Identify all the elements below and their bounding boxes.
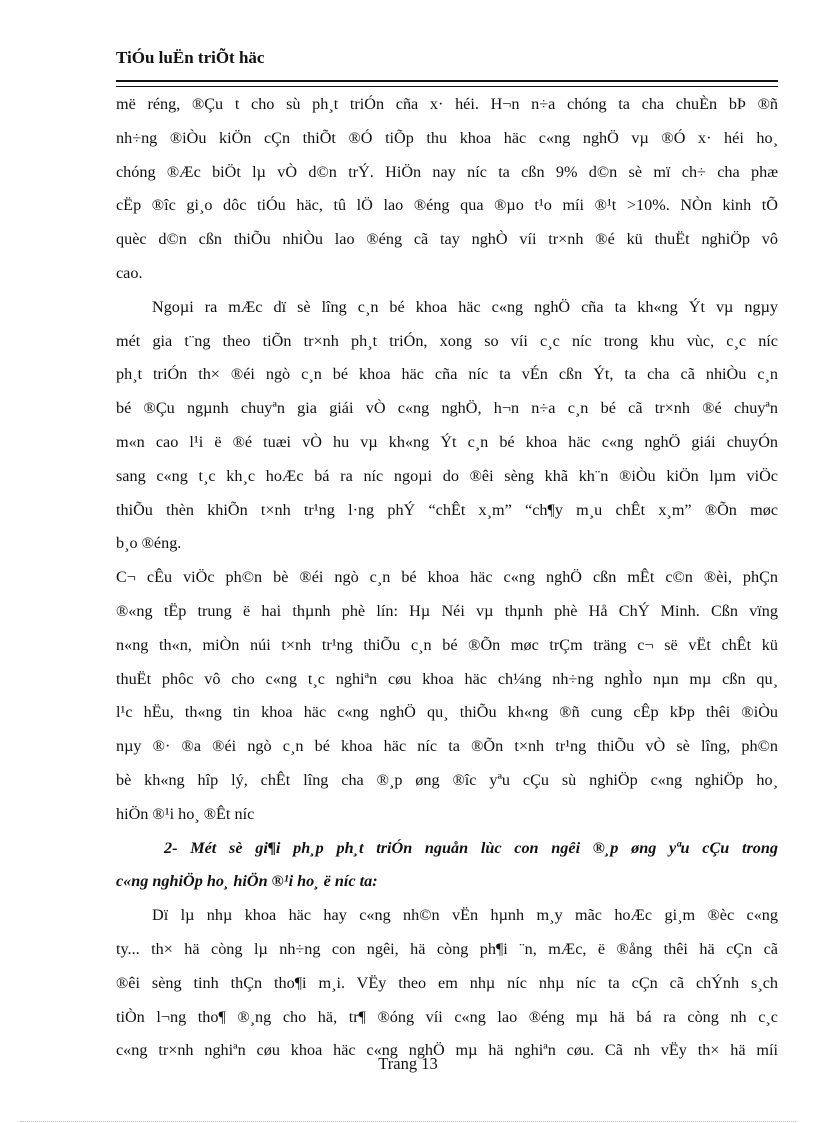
text-line: n«ng th«n, miÒn núi t×nh tr¹ng thiÕu c¸n bé ®Õn møc trÇm träng c¬ së vËt chÊt kü — [116, 635, 778, 654]
text-line: ®«ng tËp trung ë hai thµnh phè lín: Hµ Néi vµ thµnh phè Hå ChÝ Minh. Cßn vïng — [116, 601, 778, 620]
page-body — [116, 88, 778, 1068]
text-line: bè kh«ng hîp lý, chÊt lîng cha ®¸p øng ®îc yªu cÇu sù nghiÖp c«ng nghiÖp ho¸ — [116, 770, 778, 789]
text-line: nµy ®· ®a ®éi ngò c¸n bé khoa häc níc ta ®Õn t×nh tr¹ng thiÕu vÒ sè lîng, ph©n — [116, 737, 778, 756]
text-line: cao. — [116, 263, 143, 282]
text-line: hiÖn ®¹i ho¸ ®Êt níc — [116, 804, 255, 823]
text-line: ®êi sèng tinh thÇn tho¶i m¸i. VËy theo em nhµ níc nhµ níc ta cÇn cã chÝnh s¸ch — [116, 973, 778, 992]
header-rule-thick — [116, 80, 778, 82]
page-header-title: TiÓu luËn triÕt häc — [116, 48, 265, 67]
text-line: ph¸t triÓn th× ®éi ngò c¸n bé khoa häc cña níc ta vÉn cßn Ýt, ta cha cã nhiÒu c¸n — [116, 365, 778, 384]
page-number: Trang 13 — [378, 1054, 438, 1073]
text-line: chóng ®Æc biÖt lµ vÒ d©n trÝ. HiÖn nay níc ta cßn 9% d©n sè mï ch÷ cha phæ — [116, 162, 778, 181]
section-heading-line: 2- Mét sè gi¶i ph¸p ph¸t triÓn nguån lùc con ngêi ®¸p øng yªu cÇu trong — [164, 838, 778, 857]
text-line: mét gia t¨ng theo tiÕn tr×nh ph¸t triÓn, xong so víi c¸c níc trong khu vùc, c¸c níc — [116, 331, 778, 350]
section-heading — [116, 832, 778, 900]
text-line: Dï lµ nhµ khoa häc hay c«ng nh©n vËn hµnh m¸y mãc hoÆc gi¸m ®èc c«ng — [152, 906, 778, 925]
text-line: thiÕu thèn khiÕn t×nh tr¹ng l·ng phÝ “chÊt x¸m” “ch¶y m¸u chÊt x¸m” ®Õn møc — [116, 500, 778, 519]
text-line: më réng, ®Çu t cho sù ph¸t triÓn cña x· héi. H¬n n÷a chóng ta cha chuÈn bÞ ®ñ — [116, 95, 778, 113]
header-rule-thin — [116, 86, 778, 87]
text-line: sang c«ng t¸c kh¸c hoÆc bá ra níc ngoµi do ®êi sèng khã kh¨n ®iÒu kiÖn lµm viÖc — [116, 466, 778, 485]
text-line: bé ®Çu ngµnh chuyªn gia giái vÒ c«ng nghÖ, h¬n n÷a c¸n bé cã tr×nh ®é chuyªn — [116, 399, 778, 418]
text-line: Ngoµi ra mÆc dï sè lîng c¸n bé khoa häc c«ng nghÖ cña ta kh«ng Ýt vµ ngµy — [152, 297, 778, 316]
text-line: quèc d©n cßn thiÕu nhiÒu lao ®éng cã tay nghÒ víi tr×nh ®é kü thuËt nghiÖp vô — [116, 230, 778, 249]
paragraph-3 — [116, 561, 778, 831]
text-line: m«n cao l¹i ë ®é tuæi vÒ hu vµ kh«ng Ýt c¸n bé khoa häc c«ng nghÖ giái chuyÓn — [116, 432, 778, 451]
paragraph-4 — [116, 899, 778, 1068]
text-line: b¸o ®éng. — [116, 534, 182, 553]
text-line: thuËt phôc vô cho c«ng t¸c nghiªn cøu khoa häc ch¼ng nh÷ng nghÌo nµn mµ cßn qu¸ — [116, 669, 778, 688]
page-bottom-divider — [20, 1121, 796, 1122]
text-line: nh÷ng ®iÒu kiÖn cÇn thiÕt ®Ó tiÕp thu khoa häc c«ng nghÖ vµ ®Ó x· héi ho¸ — [116, 128, 778, 147]
text-line: ty... th× hä còng lµ nh÷ng con ngêi, hä còng ph¶i ¨n, mÆc, ë ®ång thêi hä cÇn cã — [116, 939, 778, 958]
text-line: C¬ cÊu viÖc ph©n bè ®éi ngò c¸n bé khoa häc c«ng nghÖ cßn mÊt c©n ®èi, phÇn — [116, 568, 778, 587]
paragraph-2 — [116, 291, 778, 561]
paragraph-1 — [116, 88, 778, 291]
text-line: c«ng tr×nh nghiªn cøu khoa häc c«ng nghÖ mµ hä nghiªn cøu. Cã nh vËy th× hä míi — [116, 1041, 778, 1060]
section-heading-line: c«ng nghiÖp ho¸ hiÖn ®¹i ho¸ ë níc ta: — [116, 872, 378, 891]
text-line: l¹c hËu, th«ng tin khoa häc c«ng nghÖ qu¸ thiÕu kh«ng ®ñ cung cÊp kÞp thêi ®iÒu — [116, 703, 778, 722]
text-line: tiÒn l¬ng tho¶ ®¸ng cho hä, tr¶ ®óng víi c«ng lao ®éng mµ hä bá ra còng nh c¸c — [116, 1007, 778, 1026]
text-line: cËp ®îc gi¸o dôc tiÓu häc, tû lÖ lao ®éng qua ®µo t¹o míi ®¹t >10%. NÒn kinh tÕ — [116, 196, 778, 215]
